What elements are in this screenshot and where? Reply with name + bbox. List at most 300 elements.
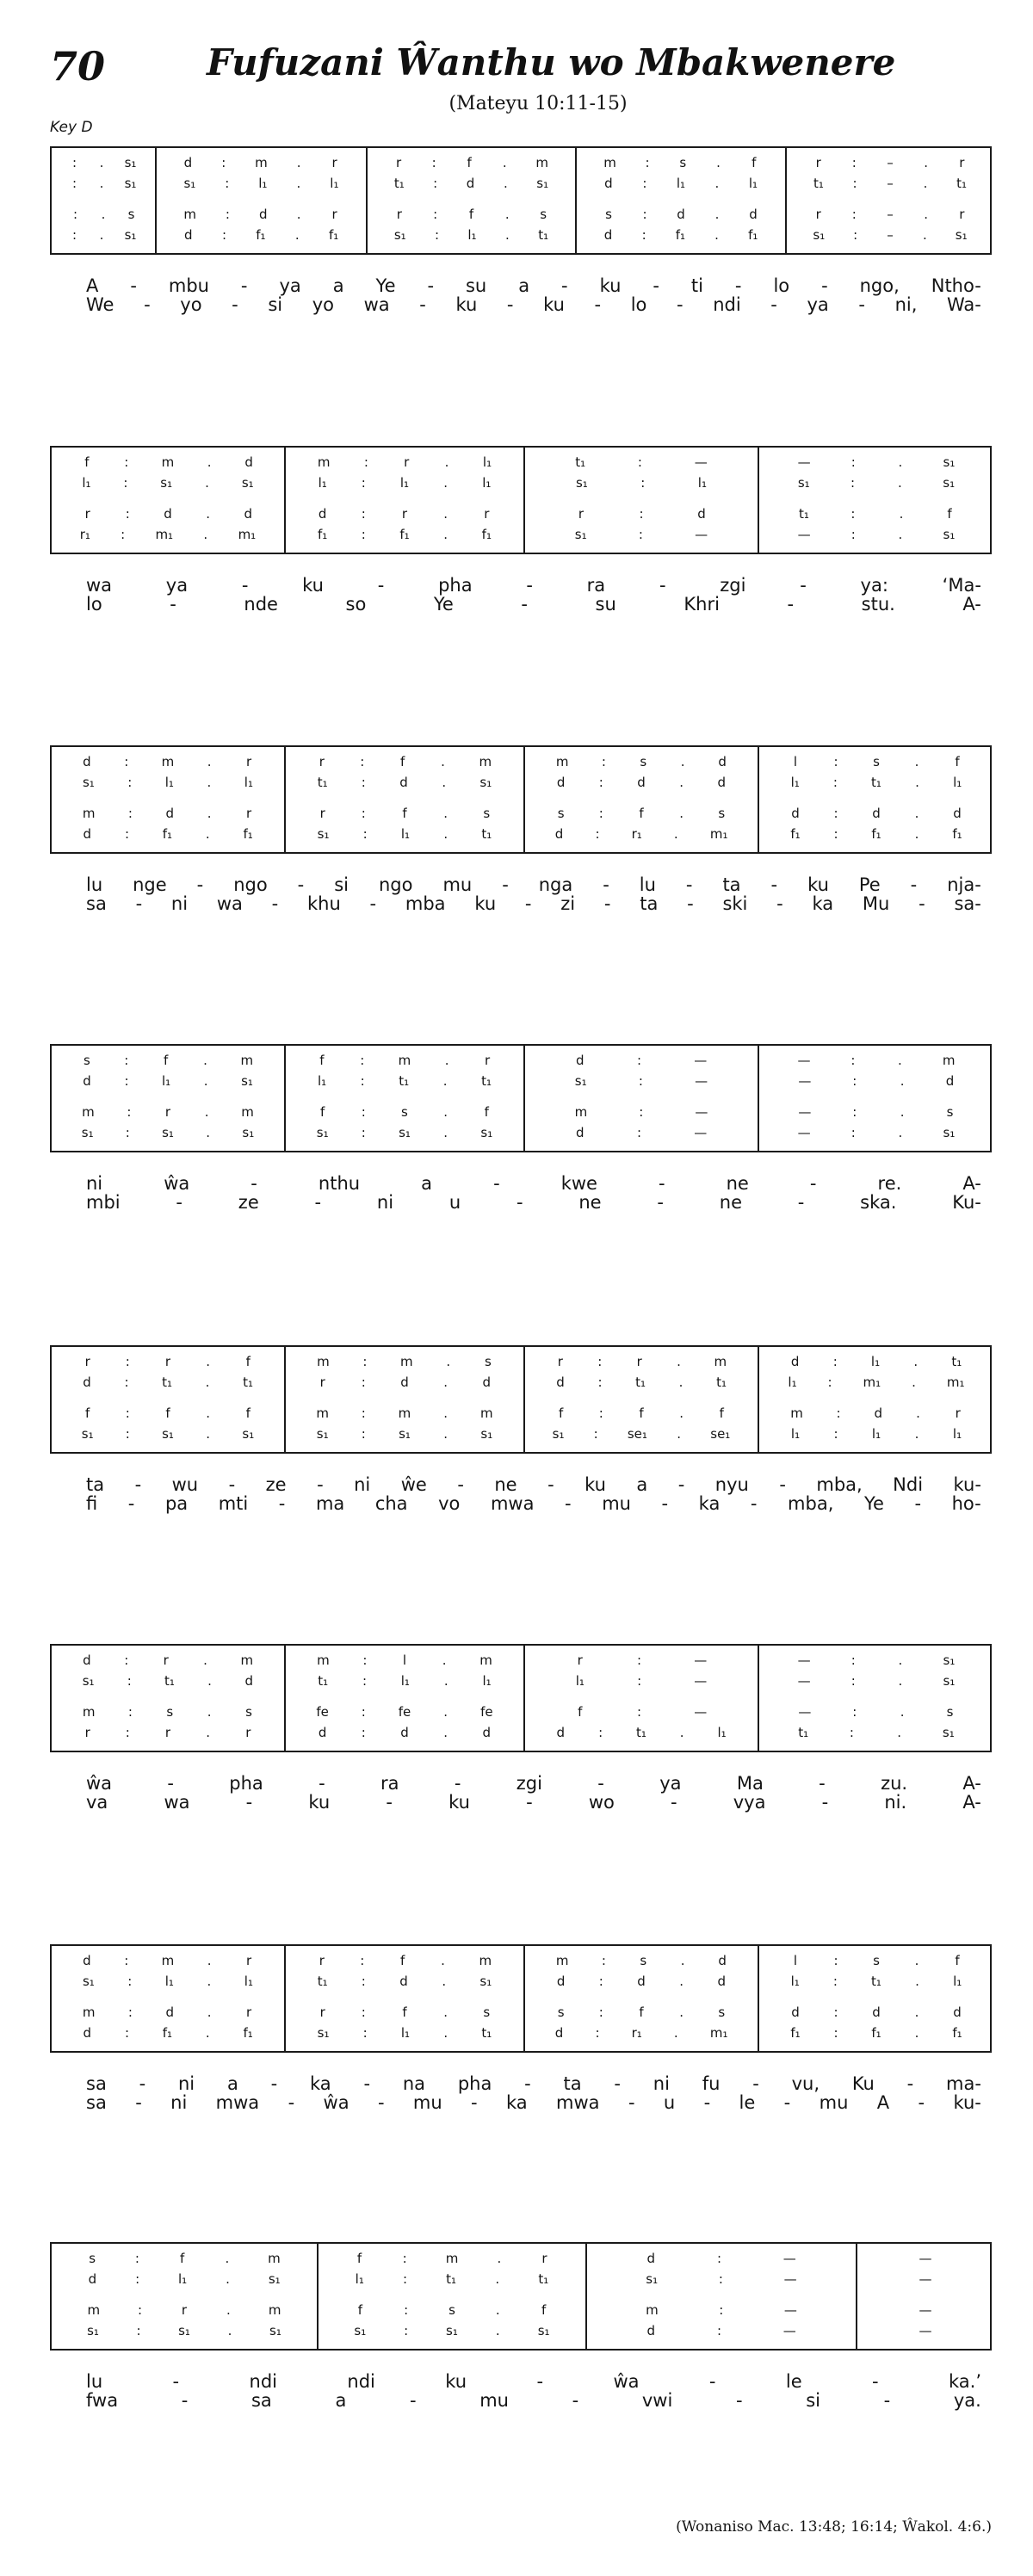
measure	[317, 2244, 585, 2349]
measure	[284, 1046, 523, 1151]
solfa-note: .	[296, 176, 301, 191]
lyric-line	[86, 1190, 981, 1214]
lyric-syllable: lu	[639, 874, 656, 895]
voice-row	[52, 1352, 284, 1371]
solfa-note: :	[640, 475, 646, 491]
solfa-note: :	[136, 2323, 141, 2338]
lyric-syllable: mu	[442, 874, 473, 895]
solfa-note: l₁	[676, 176, 685, 191]
lyric-syllable: -	[139, 2073, 146, 2094]
solfa-note: .	[914, 1426, 919, 1442]
solfa-note: f	[165, 1405, 170, 1421]
solfa-note: :	[127, 1974, 133, 1989]
lyric-syllable: lu	[86, 2371, 103, 2392]
solfa-note: r	[577, 1652, 583, 1668]
lyric-syllable: lu	[86, 874, 103, 895]
solfa-note: .	[899, 506, 904, 522]
lyric-syllable: -	[603, 874, 609, 895]
solfa-note: :	[361, 1704, 366, 1720]
solfa-note: t₁	[813, 176, 824, 191]
solfa-note: l₁	[790, 1426, 801, 1442]
solfa-note: —	[919, 2323, 932, 2338]
lyric-syllable: ne	[726, 1173, 749, 1194]
solfa-note: :	[639, 506, 644, 522]
solfa-note: .	[714, 176, 720, 191]
solfa-note: :	[851, 1652, 856, 1668]
voice-row	[525, 1671, 758, 1690]
measure	[758, 1347, 993, 1452]
lyric-syllable: -	[597, 1773, 604, 1794]
lyric-syllable: pa	[164, 1493, 189, 1514]
voice-row	[319, 2321, 585, 2340]
voice-row	[52, 205, 155, 224]
solfa-note: .	[914, 2025, 919, 2041]
solfa-note: :	[851, 454, 856, 470]
lyric-syllable: su	[595, 594, 616, 615]
lyric-syllable: -	[271, 893, 279, 914]
solfa-note: l₁	[355, 2271, 364, 2287]
voice-row	[52, 504, 284, 523]
solfa-note: d	[83, 1652, 91, 1668]
voice-row	[759, 1424, 993, 1443]
solfa-note: d	[953, 2005, 962, 2020]
solfa-note: m	[535, 155, 548, 170]
lyric-syllable: -	[734, 275, 742, 296]
solfa-note: d	[244, 1673, 254, 1689]
solfa-note: d	[164, 506, 172, 522]
lyric-syllable: vya	[733, 1792, 766, 1813]
lyric-syllable: ŵa	[164, 1173, 190, 1194]
solfa-note: m	[240, 1652, 254, 1668]
solfa-note: m	[87, 2302, 101, 2318]
lyric-syllable: mti	[218, 1493, 249, 1514]
solfa-note: :	[851, 155, 857, 170]
solfa-note: d	[791, 806, 800, 821]
solfa-note: f	[468, 207, 474, 222]
lyric-syllable: ne	[494, 1474, 517, 1495]
solfa-note: m	[714, 1354, 727, 1369]
solfa-note: —	[695, 527, 708, 542]
solfa-note: .	[678, 1374, 684, 1390]
lyric-syllable: fu	[702, 2073, 721, 2094]
lyric-syllable: -	[134, 1474, 142, 1495]
solfa-note: f	[639, 2005, 644, 2020]
lyric-syllable: lo	[630, 294, 647, 315]
solfa-note: :	[636, 1053, 642, 1068]
solfa-note: m	[555, 1953, 569, 1968]
solfa-note: f	[319, 1053, 325, 1068]
solfa-note: r	[815, 155, 821, 170]
solfa-note: s₁	[317, 826, 330, 842]
solfa-note: t₁	[317, 775, 328, 790]
solfa-note: .	[924, 207, 929, 222]
solfa-note: .	[296, 207, 301, 222]
solfa-note: s	[605, 207, 612, 222]
solfa-note: :	[361, 2005, 366, 2020]
voice-row	[286, 1671, 523, 1690]
lyric-syllable: yo	[180, 294, 202, 315]
solfa-note: d	[482, 1374, 492, 1390]
voice-row	[286, 453, 523, 472]
solfa-note: :	[134, 2251, 139, 2266]
voice-row	[52, 1651, 284, 1670]
voice-row	[157, 174, 366, 193]
lyric-syllable: -	[614, 2073, 621, 2094]
solfa-note: .	[898, 1125, 903, 1140]
music-system	[50, 146, 992, 255]
solfa-note: :	[601, 754, 606, 769]
solfa-note: .	[900, 1704, 905, 1720]
measure	[366, 148, 575, 253]
lyric-syllable: wo	[588, 1792, 615, 1813]
lyric-syllable: mwa	[490, 1493, 535, 1514]
solfa-note: —	[798, 1704, 812, 1720]
solfa-note: .	[443, 1125, 448, 1140]
lyric-syllable: wa	[216, 893, 243, 914]
solfa-note: d	[697, 506, 706, 522]
solfa-note: :	[851, 1125, 856, 1140]
solfa-note: s₁	[160, 475, 173, 491]
solfa-note: s₁	[552, 1426, 565, 1442]
lyric-syllable: -	[561, 275, 568, 296]
lyric-syllable: -	[603, 893, 611, 914]
lyric-syllable: nthu	[318, 1173, 361, 1194]
solfa-note: d	[556, 775, 566, 790]
measure	[523, 747, 758, 852]
solfa-note: f	[719, 1405, 724, 1421]
solfa-note: :	[124, 1953, 129, 1968]
solfa-note: .	[206, 1426, 211, 1442]
solfa-note: s₁	[82, 1974, 95, 1989]
voice-row	[52, 752, 284, 771]
lyric-syllable: -	[454, 1773, 461, 1794]
lyric-syllable: -	[377, 575, 385, 596]
lyric-syllable: kwe	[560, 1173, 597, 1194]
solfa-note: :	[125, 506, 130, 522]
solfa-note: :	[362, 1354, 368, 1369]
solfa-note: d	[259, 207, 268, 222]
solfa-note: s₁	[82, 775, 95, 790]
solfa-note: s	[873, 754, 880, 769]
voice-row	[286, 1404, 523, 1423]
solfa-note: s₁	[241, 1073, 253, 1089]
solfa-note: f	[467, 155, 472, 170]
voice-row	[587, 2321, 856, 2340]
solfa-note: :	[716, 2251, 722, 2266]
solfa-note: r	[955, 1405, 961, 1421]
measure	[585, 2244, 856, 2349]
lyric-syllable: stu.	[861, 594, 895, 615]
voice-row	[52, 1123, 284, 1142]
solfa-note: :	[833, 1953, 838, 1968]
solfa-note: t₁	[317, 1974, 328, 1989]
solfa-note: l₁	[748, 176, 758, 191]
music-system	[50, 1644, 992, 1752]
solfa-note: f₁	[790, 2025, 801, 2041]
lyric-syllable: -	[526, 575, 533, 596]
solfa-note: fe	[398, 1704, 411, 1720]
measure	[758, 1946, 993, 2051]
lyric-syllable: -	[800, 575, 807, 596]
solfa-note: —	[919, 2271, 932, 2287]
solfa-note: d	[556, 1974, 566, 1989]
voice-row	[525, 1352, 758, 1371]
solfa-note: :	[127, 806, 133, 821]
solfa-note: .	[898, 1053, 902, 1068]
solfa-note: s	[946, 1104, 954, 1120]
lyric-syllable: -	[172, 2371, 180, 2392]
solfa-note: :	[361, 1374, 366, 1390]
lyric-syllable: -	[363, 2073, 371, 2094]
lyric-syllable: ku	[308, 1792, 331, 1813]
solfa-note: :	[598, 1405, 603, 1421]
solfa-note: r	[245, 754, 252, 769]
solfa-note: :	[404, 2323, 409, 2338]
voice-row	[52, 2003, 284, 2022]
solfa-note: .	[443, 475, 448, 491]
voice-row	[52, 1723, 284, 1742]
solfa-note: :	[363, 454, 368, 470]
solfa-note: —	[695, 1073, 708, 1089]
solfa-note: r₁	[631, 2025, 642, 2041]
solfa-note: m	[790, 1405, 803, 1421]
solfa-note: .	[205, 2025, 210, 2041]
voice-row	[286, 504, 523, 523]
lyric-syllable: ta	[640, 893, 659, 914]
solfa-note: f₁	[952, 826, 962, 842]
solfa-note: r	[319, 1374, 325, 1390]
measure	[52, 1946, 284, 2051]
lyric-syllable: sa	[251, 2390, 272, 2411]
lyric-syllable: ŵa	[613, 2371, 640, 2392]
solfa-note: s₁	[269, 2323, 281, 2338]
solfa-note: d	[874, 1405, 883, 1421]
voice-row	[286, 804, 523, 823]
lyric-syllable: sa	[86, 2092, 107, 2113]
lyric-syllable: ya	[807, 294, 829, 315]
solfa-note: l₁	[482, 454, 492, 470]
solfa-note: .	[679, 1725, 684, 1740]
solfa-note: d	[165, 2005, 175, 2020]
solfa-note: :	[124, 1374, 129, 1390]
solfa-note: :	[833, 1426, 838, 1442]
voice-row	[286, 773, 523, 792]
voice-row	[525, 752, 758, 771]
voice-row	[52, 2301, 317, 2320]
voice-row	[286, 1373, 523, 1392]
lyric-syllable: ku-	[953, 2092, 981, 2113]
solfa-note: m	[82, 806, 96, 821]
solfa-note: s₁	[162, 1426, 174, 1442]
solfa-note: —	[797, 527, 811, 542]
solfa-note: :	[833, 2005, 838, 2020]
lyric-syllable: ka	[506, 2092, 528, 2113]
lyric-syllable: ka	[698, 1493, 721, 1514]
voice-row	[759, 453, 993, 472]
voice-row	[577, 153, 785, 172]
lyric-syllable: -	[677, 1474, 685, 1495]
solfa-note: .	[443, 1104, 448, 1120]
solfa-note: t₁	[399, 1073, 410, 1089]
solfa-note: s₁	[317, 2025, 330, 2041]
solfa-note: r	[395, 155, 402, 170]
voice-row	[52, 225, 155, 244]
lyric-syllable: u	[448, 1192, 461, 1213]
solfa-note: .	[679, 806, 684, 821]
voice-row	[759, 504, 993, 523]
lyric-syllable: A-	[962, 1792, 981, 1813]
lyric-syllable: -	[783, 2092, 791, 2113]
solfa-note: .	[898, 1652, 903, 1668]
solfa-note: r	[84, 506, 90, 522]
solfa-note: d	[872, 2005, 881, 2020]
solfa-note: s₁	[81, 1125, 94, 1140]
solfa-note: r	[245, 806, 252, 821]
solfa-note: m	[316, 1405, 329, 1421]
solfa-note: l₁	[330, 176, 339, 191]
lyric-syllable: na	[402, 2073, 426, 2094]
lyric-syllable: sa-	[954, 893, 981, 914]
solfa-note: r	[164, 1104, 171, 1120]
voice-row	[368, 153, 575, 172]
solfa-note: s₁	[797, 475, 810, 491]
voice-row	[368, 174, 575, 193]
solfa-note: s₁	[943, 527, 956, 542]
lyric-syllable: ni.	[884, 1792, 907, 1813]
solfa-note: :	[72, 227, 77, 243]
solfa-note: d	[575, 1053, 585, 1068]
solfa-note: f₁	[256, 227, 266, 243]
solfa-note: :	[593, 1426, 598, 1442]
solfa-note: :	[362, 2025, 368, 2041]
solfa-note: d	[244, 454, 253, 470]
solfa-note: —	[798, 1104, 812, 1120]
solfa-note: m	[161, 1953, 175, 1968]
solfa-note: d	[554, 2025, 564, 2041]
lyric-syllable: ra	[380, 1773, 399, 1794]
solfa-note: .	[716, 155, 721, 170]
measure	[52, 1347, 284, 1452]
solfa-note: r₁	[79, 527, 90, 542]
hymn-number: 70	[50, 43, 106, 90]
solfa-note: l₁	[717, 1725, 727, 1740]
lyric-syllable: mba,	[788, 1493, 834, 1514]
solfa-note: s₁	[943, 1652, 956, 1668]
lyric-syllable: le	[785, 2371, 802, 2392]
solfa-note: m	[161, 454, 175, 470]
lyric-syllable: u	[663, 2092, 676, 2113]
solfa-note: .	[443, 1704, 448, 1720]
voice-row	[577, 225, 785, 244]
voice-row	[525, 1723, 758, 1742]
solfa-note: f	[639, 806, 644, 821]
lyric-syllable: -	[524, 893, 532, 914]
measure	[284, 1946, 523, 2051]
lyric-syllable: ku	[448, 1792, 470, 1813]
solfa-note: :	[361, 806, 366, 821]
solfa-note: s	[557, 2005, 565, 2020]
voice-row	[525, 773, 758, 792]
voice-row	[286, 1123, 523, 1142]
lyric-syllable: Ye	[433, 594, 454, 615]
solfa-note: .	[914, 806, 919, 821]
solfa-note: s₁	[574, 527, 587, 542]
measure	[155, 148, 366, 253]
solfa-note: d	[88, 2271, 97, 2287]
solfa-note: .	[444, 454, 449, 470]
solfa-note: :	[852, 1104, 857, 1120]
lyric-syllable: A-	[962, 1773, 981, 1794]
voice-row	[52, 1404, 284, 1423]
solfa-note: .	[207, 2005, 212, 2020]
voice-row	[525, 804, 758, 823]
lyric-syllable: ni	[170, 893, 189, 914]
solfa-note: s	[557, 806, 565, 821]
solfa-note: d	[244, 506, 253, 522]
solfa-note: d	[791, 2005, 800, 2020]
solfa-note: m	[646, 2302, 659, 2318]
voice-row	[759, 1352, 993, 1371]
lyric-syllable: ku	[455, 294, 478, 315]
voice-row	[525, 1424, 758, 1443]
solfa-note: f	[85, 1405, 90, 1421]
lyric-syllable: -	[506, 294, 514, 315]
solfa-note: :	[852, 1073, 857, 1089]
lyric-syllable: -	[386, 1792, 393, 1813]
solfa-note: t₁	[446, 2271, 457, 2287]
voice-row	[52, 825, 284, 843]
lyric-syllable: ku	[445, 2371, 467, 2392]
solfa-note: .	[443, 2025, 448, 2041]
lyric-syllable: -	[127, 1493, 135, 1514]
solfa-note: :	[431, 155, 436, 170]
solfa-note: s	[873, 1953, 880, 1968]
solfa-note: r	[245, 1953, 252, 1968]
solfa-note: se₁	[627, 1426, 647, 1442]
voice-row	[577, 205, 785, 224]
measure	[523, 1646, 758, 1751]
lyric-syllable: -	[317, 1474, 324, 1495]
solfa-note: t₁	[716, 1374, 727, 1390]
solfa-note: d	[790, 1354, 800, 1369]
solfa-note: d	[482, 1725, 492, 1740]
solfa-note: s₁	[316, 1426, 329, 1442]
solfa-note: m₁	[863, 1374, 881, 1390]
lyric-syllable: -	[516, 1192, 523, 1213]
lyric-syllable: si	[268, 294, 283, 315]
solfa-note: m	[445, 2251, 459, 2266]
solfa-note: :	[362, 826, 368, 842]
solfa-note: d	[953, 806, 962, 821]
solfa-note: l₁	[82, 475, 91, 491]
solfa-note: .	[443, 1426, 448, 1442]
solfa-note: .	[207, 1974, 212, 1989]
solfa-note: s₁	[354, 2323, 367, 2338]
solfa-note: r	[84, 1354, 90, 1369]
lyric-syllable: -	[297, 874, 305, 895]
solfa-note: :	[851, 1053, 856, 1068]
lyric-line	[86, 1492, 981, 1516]
solfa-note: m	[317, 454, 331, 470]
solfa-note: .	[898, 475, 902, 491]
solfa-note: :	[361, 1405, 366, 1421]
measure	[575, 148, 785, 253]
lyric-syllable: zgi	[720, 575, 746, 596]
solfa-note: .	[441, 754, 445, 769]
solfa-note: d	[604, 176, 613, 191]
solfa-note: :	[361, 1104, 366, 1120]
solfa-note: :	[123, 475, 128, 491]
